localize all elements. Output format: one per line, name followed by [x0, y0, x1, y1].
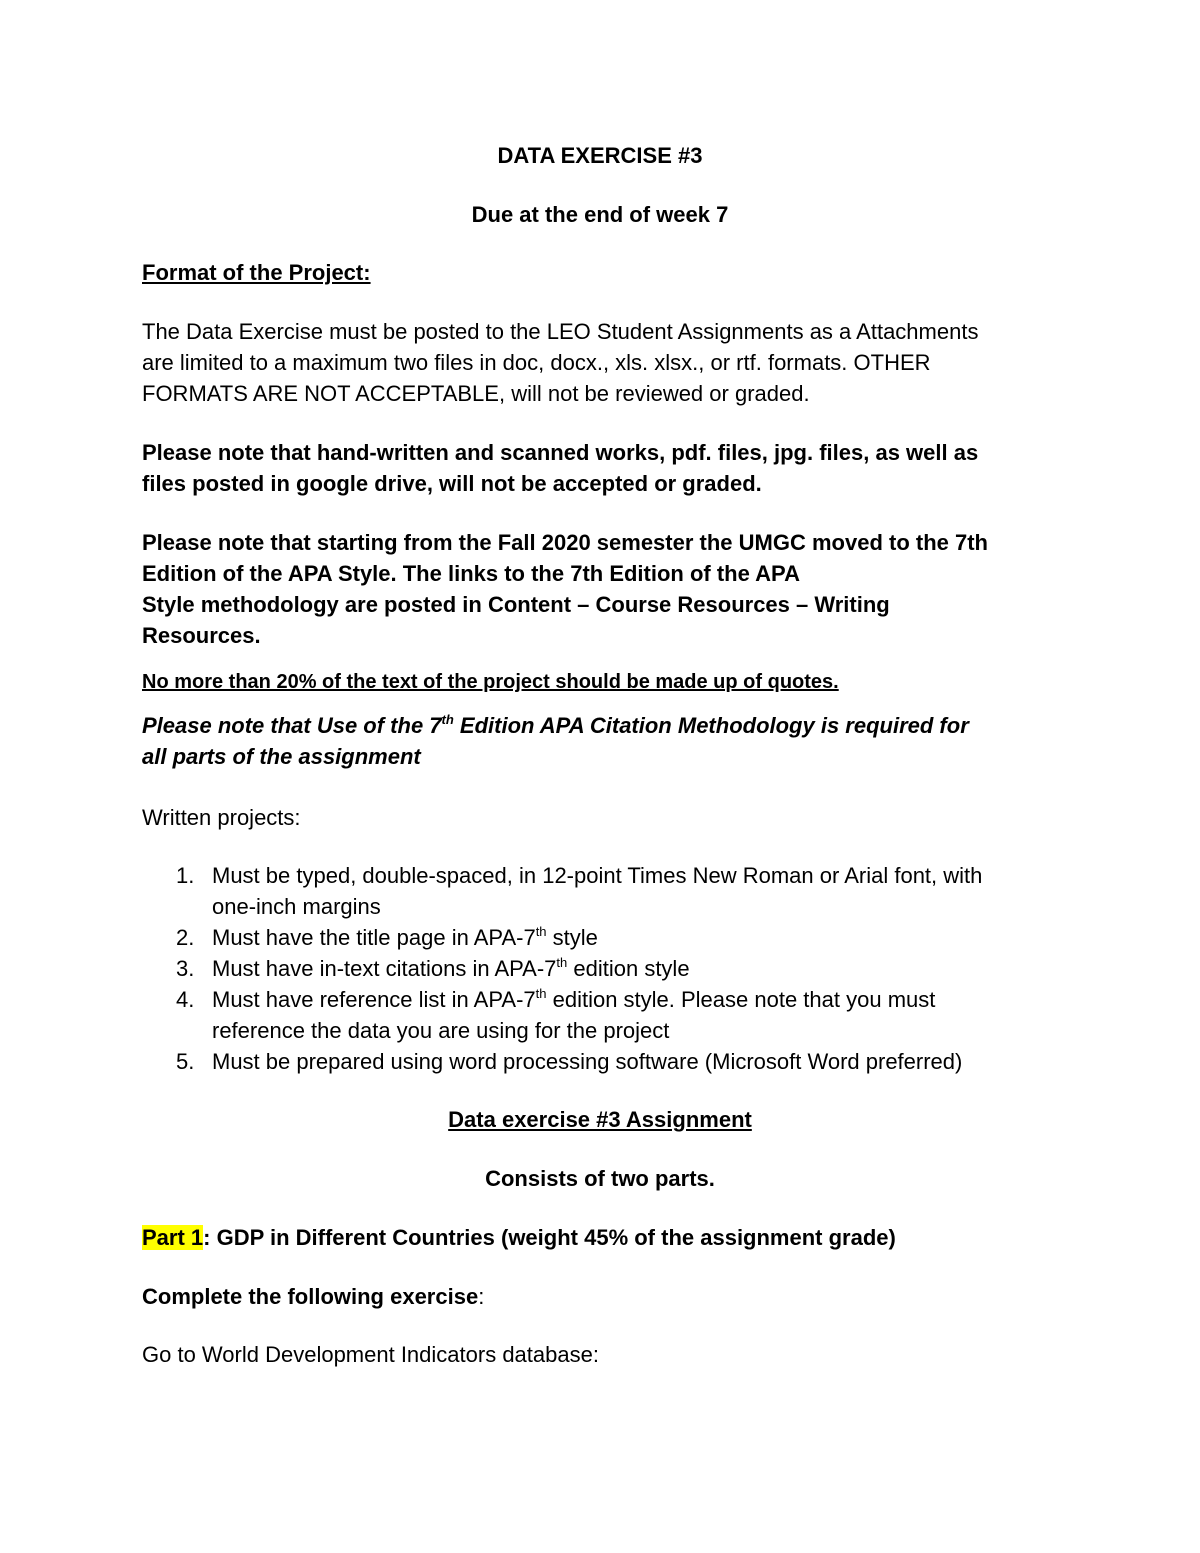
list-number: 3.	[176, 956, 195, 981]
file-format-note	[142, 437, 1062, 499]
list-text-sup: th	[556, 955, 568, 970]
list-item	[142, 922, 1062, 953]
apa-citation-text-a: Please note that Use of the 7	[142, 713, 442, 738]
file-note-line-2: files posted in google drive, will not be accepted or graded.	[142, 471, 762, 496]
list-number: 4.	[176, 987, 195, 1012]
list-item	[142, 1046, 1062, 1077]
list-number: 5.	[176, 1049, 195, 1074]
apa-edition-note	[142, 527, 1062, 651]
list-text	[212, 860, 1062, 922]
complete-colon: :	[478, 1284, 485, 1309]
format-line-1: The Data Exercise must be posted to the LEO Student Assignments as a Attachments	[142, 319, 979, 344]
list-text-post: edition style	[567, 956, 690, 981]
list-number: 1.	[176, 863, 195, 888]
list-text-line-2: reference the data you are using for the project	[212, 1018, 670, 1043]
apa-citation-note	[142, 710, 1062, 772]
list-text-sup: th	[535, 986, 547, 1001]
list-item	[142, 860, 1062, 922]
complete-exercise-heading	[142, 1281, 484, 1312]
written-projects-heading: Written projects:	[142, 805, 301, 830]
apa-note-line-2: Edition of the APA Style. The links to the 7th Edition of the APA	[142, 561, 800, 586]
list-text	[212, 922, 1062, 953]
list-text-post: style	[546, 925, 598, 950]
requirements-list	[142, 860, 1062, 1077]
apa-note-line-4: Resources.	[142, 623, 261, 648]
assignment-heading: Data exercise #3 Assignment	[448, 1107, 752, 1132]
quotes-limit-note: No more than 20% of the text of the project should be made up of quotes.	[142, 671, 839, 693]
list-number: 2.	[176, 925, 195, 950]
apa-note-line-3: Style methodology are posted in Content – Course Resources – Writing	[142, 592, 890, 617]
format-line-2: are limited to a maximum two files in doc, docx., xls. xlsx., or rtf. formats. OTHER	[142, 350, 931, 375]
apa-note-line-1: Please note that starting from the Fall 2020 semester the UMGC moved to the 7th	[142, 530, 988, 555]
complete-text: Complete the following exercise	[142, 1284, 479, 1309]
due-date: Due at the end of week 7	[471, 202, 729, 227]
list-text-post: edition style. Please note that you must	[546, 987, 936, 1012]
list-text-line-2: one-inch margins	[212, 894, 381, 919]
format-paragraph	[142, 316, 1062, 409]
part-1-heading	[142, 1222, 1062, 1253]
list-text-sup: th	[535, 924, 547, 939]
list-text: Must be prepared using word processing software (Microsoft Word preferred)	[212, 1049, 963, 1074]
consists-of-parts: Consists of two parts.	[485, 1166, 715, 1191]
goto-database-line: Go to World Development Indicators database:	[142, 1342, 599, 1367]
part-1-label: Part 1	[142, 1225, 204, 1250]
list-text-line-1: Must be typed, double-spaced, in 12-point Times New Roman or Arial font, with	[212, 863, 983, 888]
apa-citation-line-2: all parts of the assignment	[142, 744, 421, 769]
document-title: DATA EXERCISE #3	[497, 143, 703, 168]
list-text-pre: Must have the title page in APA-7	[212, 925, 536, 950]
list-item	[142, 984, 1062, 1046]
list-text	[212, 953, 1062, 984]
list-text	[212, 984, 1062, 1046]
list-item	[142, 953, 1062, 984]
part-1-text: GDP in Different Countries (weight 45% of the assignment grade)	[210, 1225, 896, 1250]
apa-citation-text-b: Edition APA Citation Methodology is required for	[453, 713, 969, 738]
list-text-pre: Must have in-text citations in APA-7	[212, 956, 557, 981]
format-heading: Format of the Project:	[142, 260, 371, 285]
list-text-pre: Must have reference list in APA-7	[212, 987, 536, 1012]
file-note-line-1: Please note that hand-written and scanned works, pdf. files, jpg. files, as well as	[142, 440, 979, 465]
part-1-colon: :	[203, 1225, 211, 1250]
apa-citation-sup: th	[441, 712, 454, 727]
format-line-3: FORMATS ARE NOT ACCEPTABLE, will not be reviewed or graded.	[142, 381, 810, 406]
apa-citation-line-1	[142, 710, 1062, 741]
